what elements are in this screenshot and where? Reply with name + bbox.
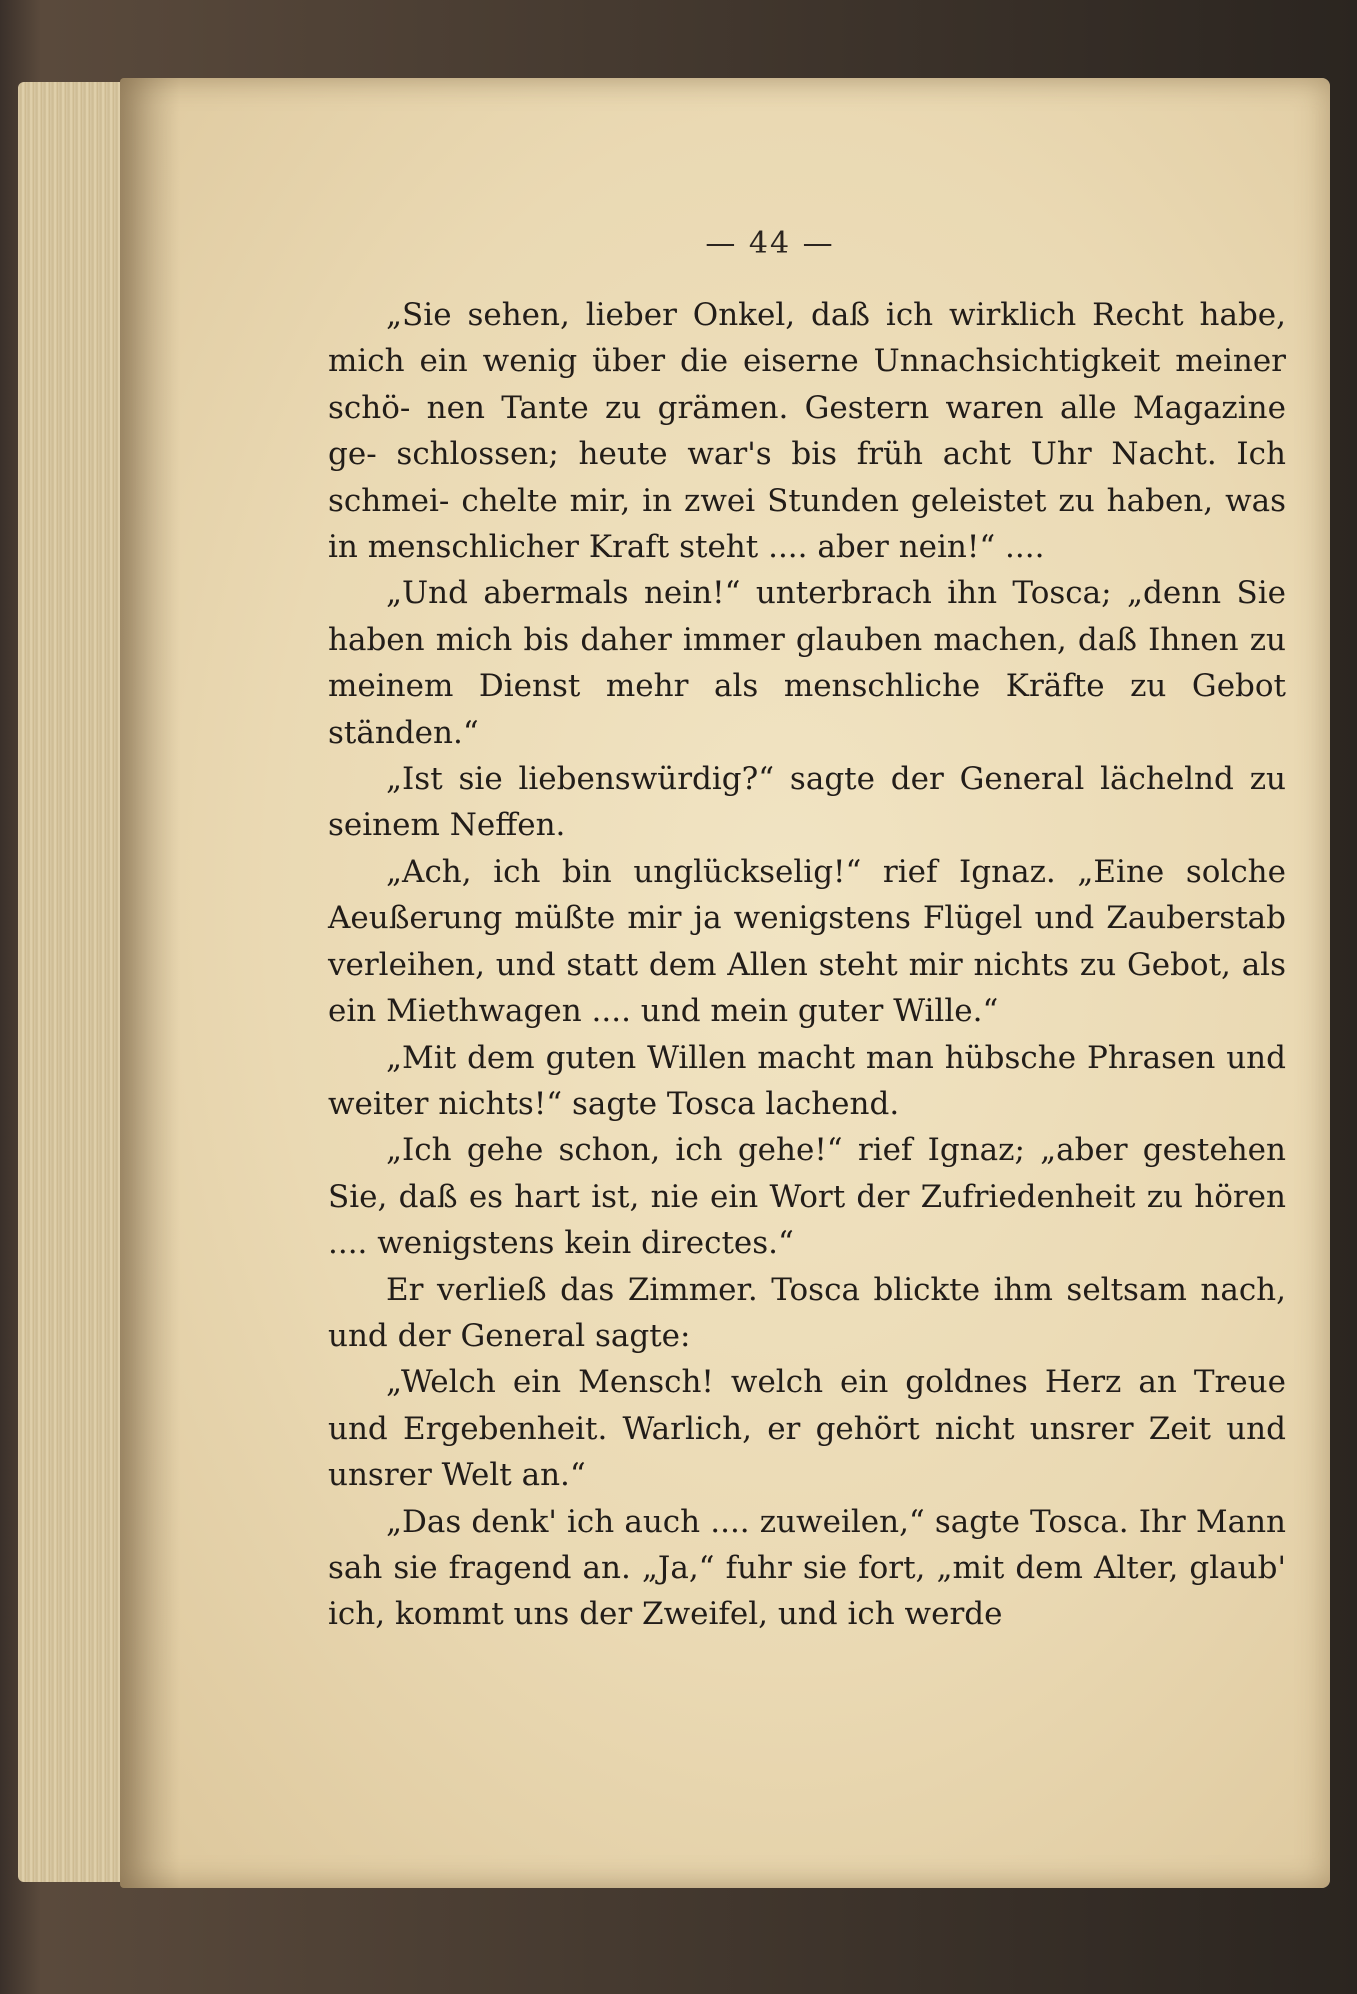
paragraph: „Ist sie liebenswürdig?“ sagte der General lächelnd zu seinem Neffen.: [328, 761, 1286, 844]
paragraph: „Ach, ich bin unglückselig!“ rief Ignaz. „Eine solche Aeußerung müßte mir ja wenigstens Flügel und Zauberstab verleihen, und statt dem Allen steht mir nichts zu Gebot, als ein Miethwagen .... und mein guter Wille.“: [328, 853, 1286, 1030]
paragraph: „Welch ein Mensch! welch ein goldnes Herz an Treue und Ergebenheit. Warlich, er gehört nicht unsrer Zeit und unsrer Welt an.“: [328, 1364, 1286, 1494]
body-text: [328, 292, 1286, 1638]
paragraph: Er verließ das Zimmer. Tosca blickte ihm seltsam nach, und der General sagte:: [328, 1271, 1286, 1354]
page-number: — 44 —: [705, 226, 835, 261]
paragraph: „Mit dem guten Willen macht man hübsche Phrasen und weiter nichts!“ sagte Tosca lachend.: [328, 1039, 1286, 1122]
paragraph: „Und abermals nein!“ unterbrach ihn Tosca; „denn Sie haben mich bis daher immer glauben machen, daß Ihnen zu meinem Dienst mehr als menschliche Kräfte zu Gebot ständen.“: [328, 575, 1286, 751]
paragraph: „Ich gehe schon, ich gehe!“ rief Ignaz; „aber gestehen Sie, daß es hart ist, nie ein Wort der Zufriedenheit zu hören .... wenigstens kein directes.“: [328, 1132, 1286, 1262]
paragraph: „Das denk' ich auch .... zuweilen,“ sagte Tosca. Ihr Mann sah sie fragend an. „Ja,“ fuhr sie fort, „mit dem Alter, glaub' ich, kommt uns der Zweifel, und ich werde: [328, 1503, 1286, 1633]
paragraph: „Sie sehen, lieber Onkel, daß ich wirklich Recht habe, mich ein wenig über die eiserne Unnachsichtigkeit meiner schö- nen Tante zu grämen. Gestern waren alle Magazine ge- schlossen; heute war's bis früh acht Uhr Nacht. Ich schmei- chelte mir, in zwei Stunden geleistet zu haben, was in menschlicher Kraft steht .... aber nein!“ ....: [328, 297, 1286, 566]
